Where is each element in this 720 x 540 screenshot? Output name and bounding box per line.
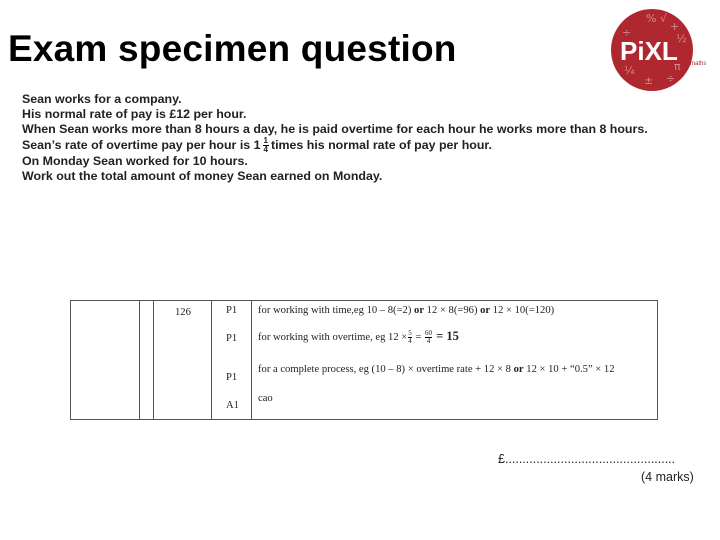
- svg-text:π: π: [674, 60, 681, 73]
- question-line: Sean works for a company.: [22, 92, 182, 106]
- question-line: His normal rate of pay is £12 per hour.: [22, 107, 247, 121]
- fraction-sixty-quarters: [425, 330, 432, 345]
- fraction-denominator: 4: [263, 145, 268, 154]
- svg-text:¼: ¼: [624, 64, 635, 77]
- mark-code: A1: [226, 400, 239, 411]
- svg-text:÷: ÷: [622, 26, 632, 39]
- table-divider: [251, 301, 252, 419]
- question-line-with-fraction: [22, 137, 662, 154]
- svg-text:%: %: [646, 12, 657, 25]
- logo-subtext: maths: [690, 61, 707, 67]
- fraction-numerator: 5: [408, 329, 412, 338]
- criterion-text: for working with overtime, eg 12 ×: [258, 332, 408, 343]
- criterion-text: 12 × 8(=96): [424, 305, 481, 316]
- svg-text:√: √: [660, 12, 668, 25]
- svg-text:÷: ÷: [666, 72, 676, 85]
- question-text-segment: times his normal rate of pay per hour.: [270, 137, 492, 152]
- mark-criterion: [258, 329, 459, 345]
- fraction-numerator: 60: [425, 329, 433, 338]
- criterion-text: for working with time,eg 10 – 8(=2): [258, 305, 415, 316]
- mark-criterion: [258, 364, 615, 375]
- mark-code: P1: [226, 305, 238, 316]
- logo-text: PiXL: [620, 36, 678, 66]
- mark-scheme-answer: 126: [175, 307, 191, 318]
- criterion-connector: or: [414, 305, 425, 316]
- criterion-text: 12 × 10(=120): [490, 305, 555, 316]
- svg-text:½: ½: [676, 32, 687, 45]
- mark-criterion: cao: [258, 393, 273, 404]
- question-text-segment: Sean’s rate of overtime pay per hour is 1: [22, 137, 261, 152]
- fraction-denominator: 4: [408, 337, 412, 346]
- criterion-connector: or: [513, 364, 524, 375]
- criterion-text: =: [412, 332, 425, 343]
- criterion-connector: or: [480, 305, 491, 316]
- question-line: On Monday Sean worked for 10 hours.: [22, 154, 248, 168]
- question-line: Work out the total amount of money Sean earned on Monday.: [22, 169, 383, 183]
- mark-code: P1: [226, 372, 238, 383]
- fraction-denominator: 4: [426, 337, 431, 346]
- criterion-text: for a complete process, eg (10 – 8) × overtime rate + 12 × 8: [258, 364, 514, 375]
- fraction-numerator: 1: [263, 136, 268, 145]
- table-divider: [139, 301, 140, 419]
- marks-label: (4 marks): [641, 470, 694, 484]
- fraction-one-quarter: [263, 137, 269, 154]
- svg-text:+: +: [670, 20, 680, 33]
- pixl-maths-logo: [610, 8, 712, 92]
- answer-line: £.................................................: [498, 452, 676, 466]
- mark-scheme-table: [70, 300, 658, 420]
- mark-code: P1: [226, 333, 238, 344]
- criterion-result: = 15: [433, 329, 459, 343]
- table-divider: [153, 301, 154, 419]
- fraction-five-quarters: [408, 330, 412, 345]
- svg-text:±: ±: [644, 74, 654, 87]
- criterion-text: 12 × 10 + “0.5” × 12: [523, 364, 615, 375]
- table-divider: [211, 301, 212, 419]
- question-line: When Sean works more than 8 hours a day, he is paid overtime for each hour he works more than 8 hours.: [22, 122, 648, 136]
- mark-criterion: [258, 305, 554, 316]
- question-text: [22, 92, 662, 184]
- slide-title: Exam specimen question: [8, 28, 457, 69]
